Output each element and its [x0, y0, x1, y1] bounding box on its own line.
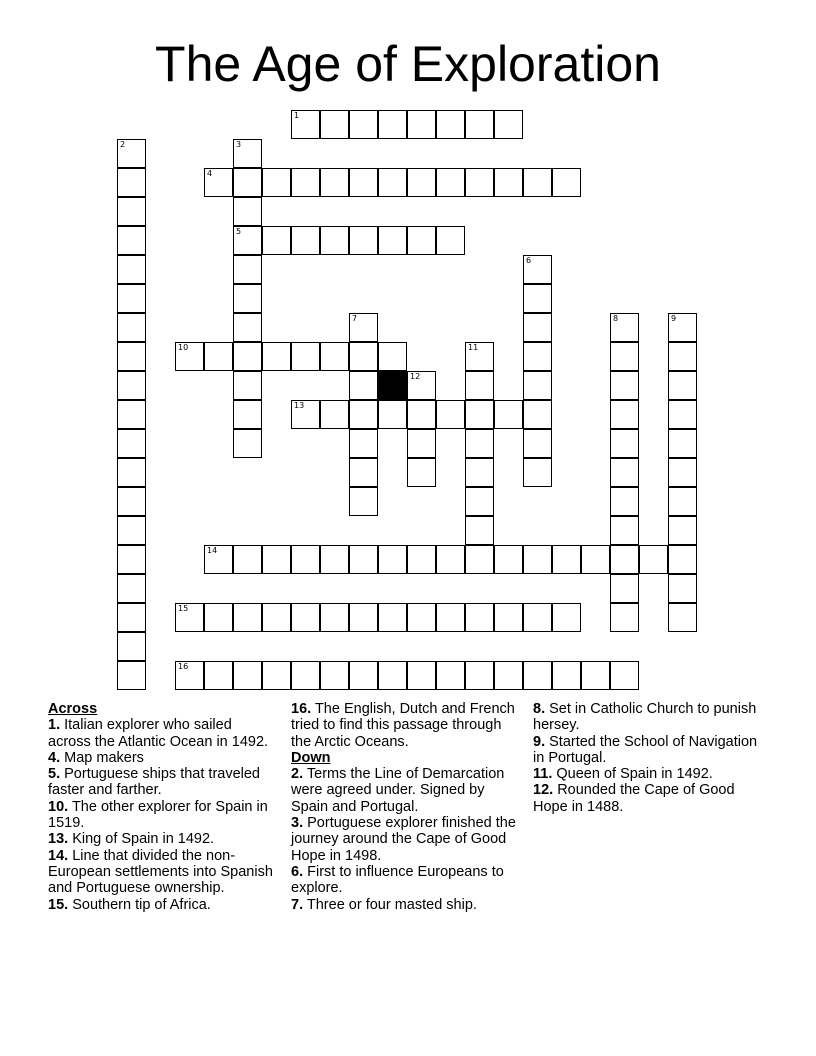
- grid-cell[interactable]: [349, 458, 378, 487]
- grid-cell[interactable]: [668, 429, 697, 458]
- grid-cell[interactable]: [349, 545, 378, 574]
- grid-cell[interactable]: [233, 371, 262, 400]
- grid-cell[interactable]: [320, 342, 349, 371]
- grid-cell[interactable]: [465, 458, 494, 487]
- grid-cell[interactable]: [523, 661, 552, 690]
- grid-cell[interactable]: [291, 400, 320, 429]
- grid-cell[interactable]: [378, 400, 407, 429]
- grid-cell[interactable]: [291, 168, 320, 197]
- grid-cell[interactable]: [465, 603, 494, 632]
- grid-cell[interactable]: [668, 458, 697, 487]
- grid-cell[interactable]: [523, 400, 552, 429]
- grid-cell[interactable]: [349, 226, 378, 255]
- cell-number: 13: [294, 401, 305, 410]
- grid-cell[interactable]: [117, 226, 146, 255]
- grid-cell[interactable]: [320, 400, 349, 429]
- grid-cell[interactable]: [610, 313, 639, 342]
- across-header: Across: [48, 701, 98, 717]
- grid-cell[interactable]: [378, 226, 407, 255]
- clue-across-10: 10. The other explorer for Spain in 1519.: [48, 798, 268, 832]
- grid-cell[interactable]: [117, 516, 146, 545]
- grid-cell[interactable]: [378, 661, 407, 690]
- grid-cell[interactable]: [523, 284, 552, 313]
- grid-cell[interactable]: [581, 545, 610, 574]
- grid-cell[interactable]: [233, 226, 262, 255]
- down-header: Down: [291, 749, 331, 766]
- grid-cell[interactable]: [407, 429, 436, 458]
- grid-cell[interactable]: [668, 342, 697, 371]
- grid-cell[interactable]: [291, 661, 320, 690]
- grid-cell[interactable]: [117, 574, 146, 603]
- grid-cell[interactable]: [407, 168, 436, 197]
- grid-cell[interactable]: [378, 603, 407, 632]
- grid-cell[interactable]: [233, 168, 262, 197]
- grid-cell[interactable]: [233, 400, 262, 429]
- grid-cell[interactable]: [610, 371, 639, 400]
- clue-across-1: 1. Italian explorer who sailed across the Atlantic Ocean in 1492.: [48, 717, 269, 750]
- grid-cell[interactable]: [349, 661, 378, 690]
- grid-cell[interactable]: [349, 110, 378, 139]
- cell-number: 15: [178, 604, 189, 613]
- grid-cell[interactable]: [117, 429, 146, 458]
- cell-number: 7: [352, 314, 358, 323]
- grid-cell[interactable]: [465, 429, 494, 458]
- grid-cell[interactable]: [117, 255, 146, 284]
- grid-cell[interactable]: [204, 168, 233, 197]
- cell-number: 2: [120, 140, 126, 149]
- grid-cell[interactable]: [117, 458, 146, 487]
- grid-cell[interactable]: [407, 661, 436, 690]
- cell-number: 12: [410, 372, 421, 381]
- grid-cell[interactable]: [465, 168, 494, 197]
- clue-across-16: 16. The English, Dutch and French tried to find this passage through the Arctic Oceans.: [291, 701, 515, 750]
- grid-cell[interactable]: [523, 168, 552, 197]
- grid-cell[interactable]: [436, 168, 465, 197]
- clue-across-14: 14. Line that divided the non-European settlements into Spanish and Portuguese ownership.: [48, 847, 273, 897]
- grid-cell[interactable]: [320, 110, 349, 139]
- grid-cell[interactable]: [494, 661, 523, 690]
- grid-cell[interactable]: [668, 603, 697, 632]
- grid-cell[interactable]: [407, 458, 436, 487]
- grid-cell[interactable]: [436, 603, 465, 632]
- grid-cell[interactable]: [320, 168, 349, 197]
- grid-cell[interactable]: [610, 487, 639, 516]
- grid-cell[interactable]: [233, 139, 262, 168]
- grid-cell[interactable]: [117, 342, 146, 371]
- grid-cell[interactable]: [378, 168, 407, 197]
- grid-cell[interactable]: [320, 226, 349, 255]
- grid-cell[interactable]: [349, 487, 378, 516]
- grid-cell[interactable]: [610, 342, 639, 371]
- grid-cell[interactable]: [233, 342, 262, 371]
- grid-cell[interactable]: [523, 255, 552, 284]
- grid-cell[interactable]: [610, 429, 639, 458]
- grid-cell[interactable]: [523, 371, 552, 400]
- grid-cell[interactable]: [610, 458, 639, 487]
- grid-cell[interactable]: [639, 545, 668, 574]
- grid-cell[interactable]: [320, 545, 349, 574]
- grid-cell[interactable]: [610, 516, 639, 545]
- cell-number: 5: [236, 227, 242, 236]
- grid-cell[interactable]: [407, 226, 436, 255]
- grid-cell[interactable]: [349, 371, 378, 400]
- grid-cell[interactable]: [262, 168, 291, 197]
- grid-cell[interactable]: [552, 168, 581, 197]
- grid-cell[interactable]: [494, 545, 523, 574]
- cell-number: 16: [178, 662, 189, 671]
- grid-cell[interactable]: [465, 661, 494, 690]
- grid-cell[interactable]: [668, 516, 697, 545]
- grid-cell[interactable]: [465, 371, 494, 400]
- clue-down-6: 6. First to influence Europeans to explore.: [291, 863, 504, 897]
- grid-cell[interactable]: [320, 603, 349, 632]
- grid-cell[interactable]: [291, 342, 320, 371]
- grid-cell[interactable]: [407, 545, 436, 574]
- grid-cell[interactable]: [552, 661, 581, 690]
- grid-cell[interactable]: [668, 487, 697, 516]
- grid-cell[interactable]: [610, 661, 639, 690]
- grid-cell[interactable]: [610, 574, 639, 603]
- grid-cell[interactable]: [175, 661, 204, 690]
- grid-cell[interactable]: [175, 603, 204, 632]
- cell-number: 6: [526, 256, 532, 265]
- grid-cell[interactable]: [117, 371, 146, 400]
- cell-number: 9: [671, 314, 677, 323]
- clue-across-5: 5. Portuguese ships that traveled faster and farther.: [48, 766, 260, 799]
- grid-cell[interactable]: [233, 255, 262, 284]
- grid-cell[interactable]: [117, 168, 146, 197]
- clue-across-13: 13. King of Spain in 1492.: [48, 831, 215, 848]
- grid-cell[interactable]: [233, 545, 262, 574]
- clues-column-1: [48, 701, 276, 913]
- grid-cell[interactable]: [407, 371, 436, 400]
- grid-cell[interactable]: [407, 603, 436, 632]
- grid-cell[interactable]: [291, 545, 320, 574]
- grid-cell[interactable]: [204, 545, 233, 574]
- grid-cell[interactable]: [436, 661, 465, 690]
- grid-cell[interactable]: [233, 429, 262, 458]
- grid-cell[interactable]: [349, 603, 378, 632]
- clue-down-3: 3. Portuguese explorer finished the journey around the Cape of Good Hope in 1498.: [291, 815, 516, 864]
- grid-cell[interactable]: [378, 110, 407, 139]
- clue-down-9: 9. Started the School of Navigation in Portugal.: [533, 733, 758, 766]
- grid-cell[interactable]: [523, 313, 552, 342]
- grid-cell[interactable]: [552, 603, 581, 632]
- clue-across-15: 15. Southern tip of Africa.: [48, 896, 211, 913]
- clue-down-12: 12. Rounded the Cape of Good Hope in 1488.: [533, 782, 735, 815]
- grid-cell[interactable]: [349, 342, 378, 371]
- grid-cell[interactable]: [523, 458, 552, 487]
- clue-down-11: 11. Queen of Spain in 1492.: [533, 766, 713, 783]
- grid-cell[interactable]: [494, 603, 523, 632]
- grid-cell[interactable]: [349, 429, 378, 458]
- clue-down-7: 7. Three or four masted ship.: [291, 896, 477, 913]
- grid-cell[interactable]: [117, 313, 146, 342]
- grid-cell[interactable]: [494, 400, 523, 429]
- grid-cell[interactable]: [117, 632, 146, 661]
- grid-cell[interactable]: [523, 342, 552, 371]
- clue-down-8: 8. Set in Catholic Church to punish hersey.: [533, 701, 757, 734]
- grid-cell[interactable]: [349, 168, 378, 197]
- grid-cell[interactable]: [523, 603, 552, 632]
- grid-cell[interactable]: [523, 429, 552, 458]
- grid-cell[interactable]: [175, 342, 204, 371]
- cell-number: 14: [207, 546, 218, 555]
- grid-cell[interactable]: [668, 371, 697, 400]
- grid-cell[interactable]: [233, 661, 262, 690]
- grid-cell[interactable]: [117, 284, 146, 313]
- grid-cell[interactable]: [581, 661, 610, 690]
- clues-column-3: [533, 701, 763, 815]
- grid-cell[interactable]: [610, 400, 639, 429]
- grid-cell[interactable]: [668, 313, 697, 342]
- grid-cell[interactable]: [117, 661, 146, 690]
- grid-cell[interactable]: [465, 110, 494, 139]
- black-square: [378, 371, 407, 400]
- grid-cell[interactable]: [262, 603, 291, 632]
- grid-cell[interactable]: [552, 545, 581, 574]
- cell-number: 11: [468, 343, 479, 352]
- clues-column-2: [291, 701, 523, 913]
- cell-number: 3: [236, 140, 242, 149]
- grid-cell[interactable]: [204, 603, 233, 632]
- grid-cell[interactable]: [204, 661, 233, 690]
- grid-cell[interactable]: [436, 110, 465, 139]
- grid-cell[interactable]: [465, 342, 494, 371]
- grid-cell[interactable]: [291, 110, 320, 139]
- grid-cell[interactable]: [117, 197, 146, 226]
- cell-number: 8: [613, 314, 619, 323]
- grid-cell[interactable]: [262, 342, 291, 371]
- grid-cell[interactable]: [436, 400, 465, 429]
- grid-cell[interactable]: [233, 603, 262, 632]
- cell-number: 1: [294, 111, 300, 120]
- grid-cell[interactable]: [349, 400, 378, 429]
- page-title: The Age of Exploration: [155, 36, 661, 92]
- grid-cell[interactable]: [668, 400, 697, 429]
- grid-cell[interactable]: [262, 661, 291, 690]
- grid-cell[interactable]: [262, 545, 291, 574]
- grid-cell[interactable]: [668, 545, 697, 574]
- grid-cell[interactable]: [494, 168, 523, 197]
- grid-cell[interactable]: [465, 545, 494, 574]
- grid-cell[interactable]: [523, 545, 552, 574]
- grid-cell[interactable]: [117, 400, 146, 429]
- grid-cell[interactable]: [436, 226, 465, 255]
- grid-cell[interactable]: [117, 545, 146, 574]
- clue-across-4: 4. Map makers: [48, 749, 144, 766]
- grid-cell[interactable]: [291, 603, 320, 632]
- grid-cell[interactable]: [291, 226, 320, 255]
- grid-cell[interactable]: [117, 603, 146, 632]
- grid-cell[interactable]: [407, 110, 436, 139]
- grid-cell[interactable]: [117, 139, 146, 168]
- grid-cell[interactable]: [262, 226, 291, 255]
- grid-cell[interactable]: [233, 313, 262, 342]
- cell-number: 4: [207, 169, 213, 178]
- grid-cell[interactable]: [349, 313, 378, 342]
- grid-cell[interactable]: [378, 342, 407, 371]
- grid-cell[interactable]: [117, 487, 146, 516]
- grid-cell[interactable]: [204, 342, 233, 371]
- clue-down-2: 2. Terms the Line of Demarcation were agreed under. Signed by Spain and Portugal.: [291, 766, 505, 815]
- grid-cell[interactable]: [233, 197, 262, 226]
- grid-cell[interactable]: [465, 487, 494, 516]
- grid-cell[interactable]: [668, 574, 697, 603]
- grid-cell[interactable]: [233, 284, 262, 313]
- grid-cell[interactable]: [610, 545, 639, 574]
- grid-cell[interactable]: [610, 603, 639, 632]
- grid-cell[interactable]: [436, 545, 465, 574]
- cell-number: 10: [178, 343, 189, 352]
- grid-cell[interactable]: [378, 545, 407, 574]
- grid-cell[interactable]: [407, 400, 436, 429]
- grid-cell[interactable]: [320, 661, 349, 690]
- grid-cell[interactable]: [465, 516, 494, 545]
- grid-cell[interactable]: [494, 110, 523, 139]
- grid-cell[interactable]: [465, 400, 494, 429]
